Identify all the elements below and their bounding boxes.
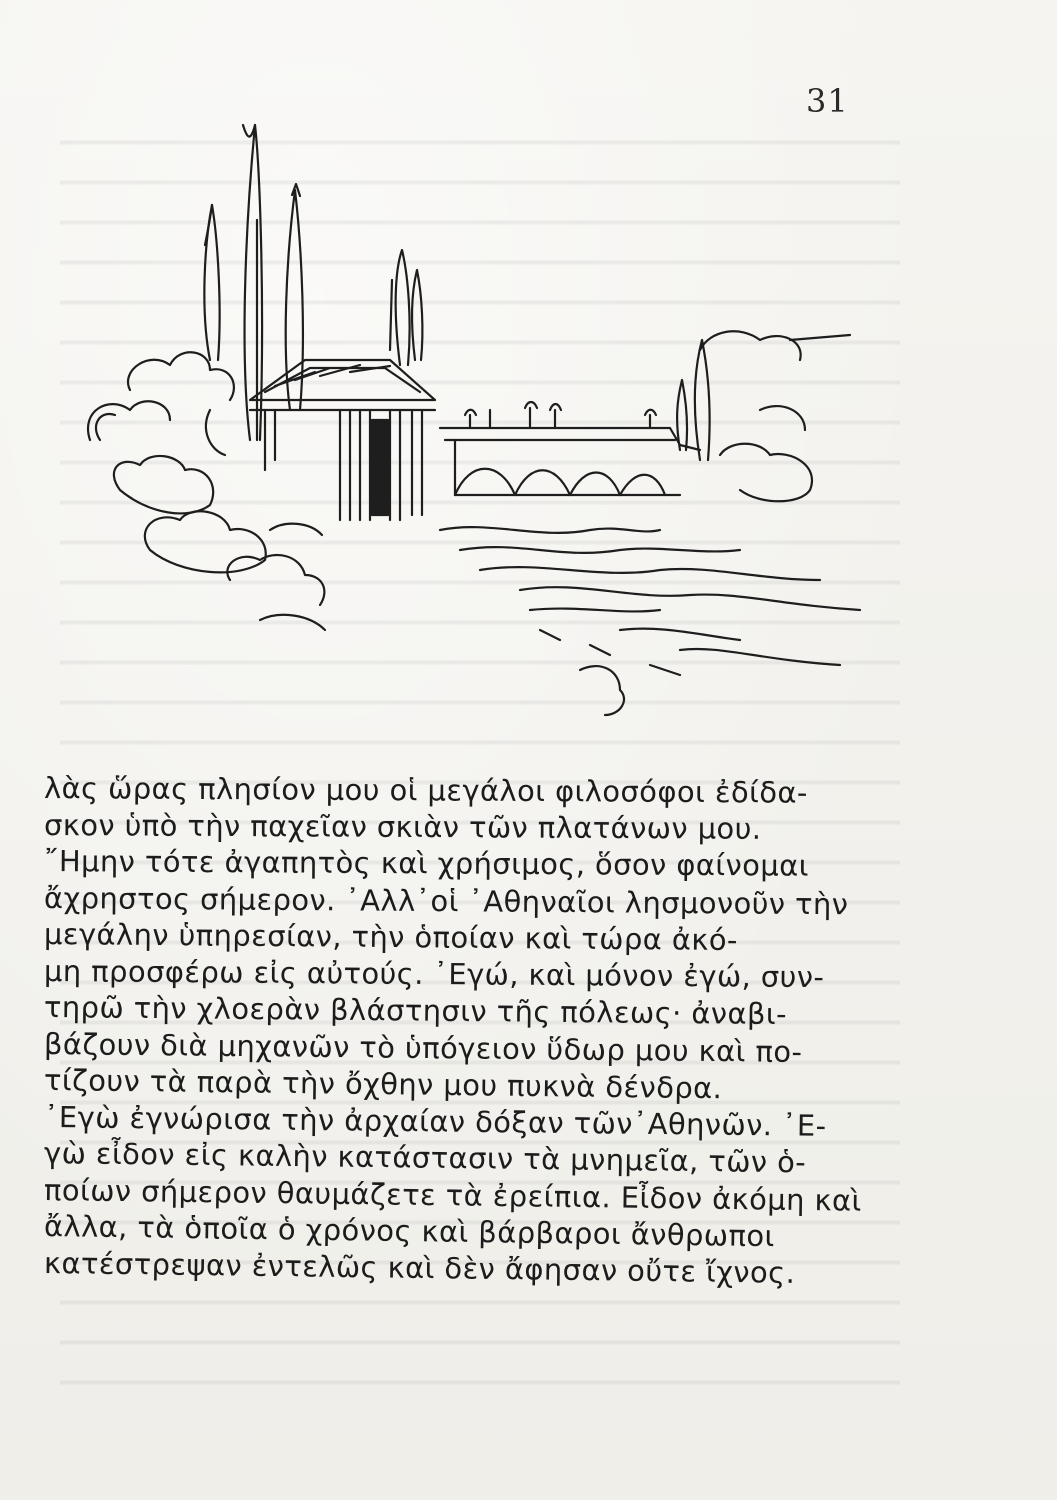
text-line: λὰς ὥρας πλησίον μου οἱ μεγάλοι φιλοσόφοι ἐδίδα-: [43, 771, 808, 810]
illustration-ilissos-river-temple-bridge: [60, 110, 890, 750]
text-line: ἄλλα, τὰ ὁποῖα ὁ χρόνος καὶ βάρβαροι ἄνθρωποι: [43, 1209, 775, 1254]
bridge: [440, 402, 700, 495]
text-line: κατέστρεψαν ἐντελῶς καὶ δὲν ἄφησαν οὔτε ἴχνος.: [43, 1245, 796, 1290]
text-line: βάζουν διὰ μηχανῶν τὸ ὑπόγειον ὕδωρ μου καὶ πο-: [43, 1026, 803, 1069]
river-water: [440, 527, 860, 675]
text-line: τίζουν τὰ παρὰ τὴν ὄχθην μου πυκνὰ δένδρα.: [43, 1063, 723, 1106]
text-line: ποίων σήμερον θαυμάζετε τὰ ἐρείπια. Εἶδον ἀκόμη καὶ: [43, 1172, 862, 1218]
text-line: σκον ὑπὸ τὴν παχεῖαν σκιὰν τῶν πλατάνων μου.: [43, 807, 762, 846]
text-line: ἄχρηστος σήμερον. ᾿Αλλ᾿οἱ ᾿Αθηναῖοι λησμονοῦν τὴν: [43, 880, 849, 921]
temple: [250, 360, 435, 520]
body-text: [43, 770, 874, 1290]
page-number: 31: [806, 82, 849, 120]
text-line: ῎Ημην τότε ἀγαπητὸς καὶ χρήσιμος, ὅσον φαίνομαι: [43, 844, 809, 883]
bushes-left: [88, 352, 325, 630]
text-line: μεγάλην ὑπηρεσίαν, τὴν ὁποίαν καὶ τώρα ἀκό-: [43, 917, 739, 958]
text-line: μη προσφέρω εἰς αὐτούς. ᾿Εγώ, καὶ μόνον ἐγώ, συν-: [43, 953, 825, 994]
text-line: γὼ εἶδον εἰς καλὴν κατάστασιν τὰ μνημεῖα, τῶν ὁ-: [43, 1136, 807, 1180]
bushes-right: [580, 331, 850, 715]
text-line: ᾿Εγὼ ἐγνώρισα τὴν ἀρχαίαν δόξαν τῶν᾿Αθηνῶν. ᾿Ε-: [43, 1099, 827, 1143]
text-line: τηρῶ τὴν χλοερὰν βλάστησιν τῆς πόλεως· ἀναβι-: [43, 990, 788, 1032]
